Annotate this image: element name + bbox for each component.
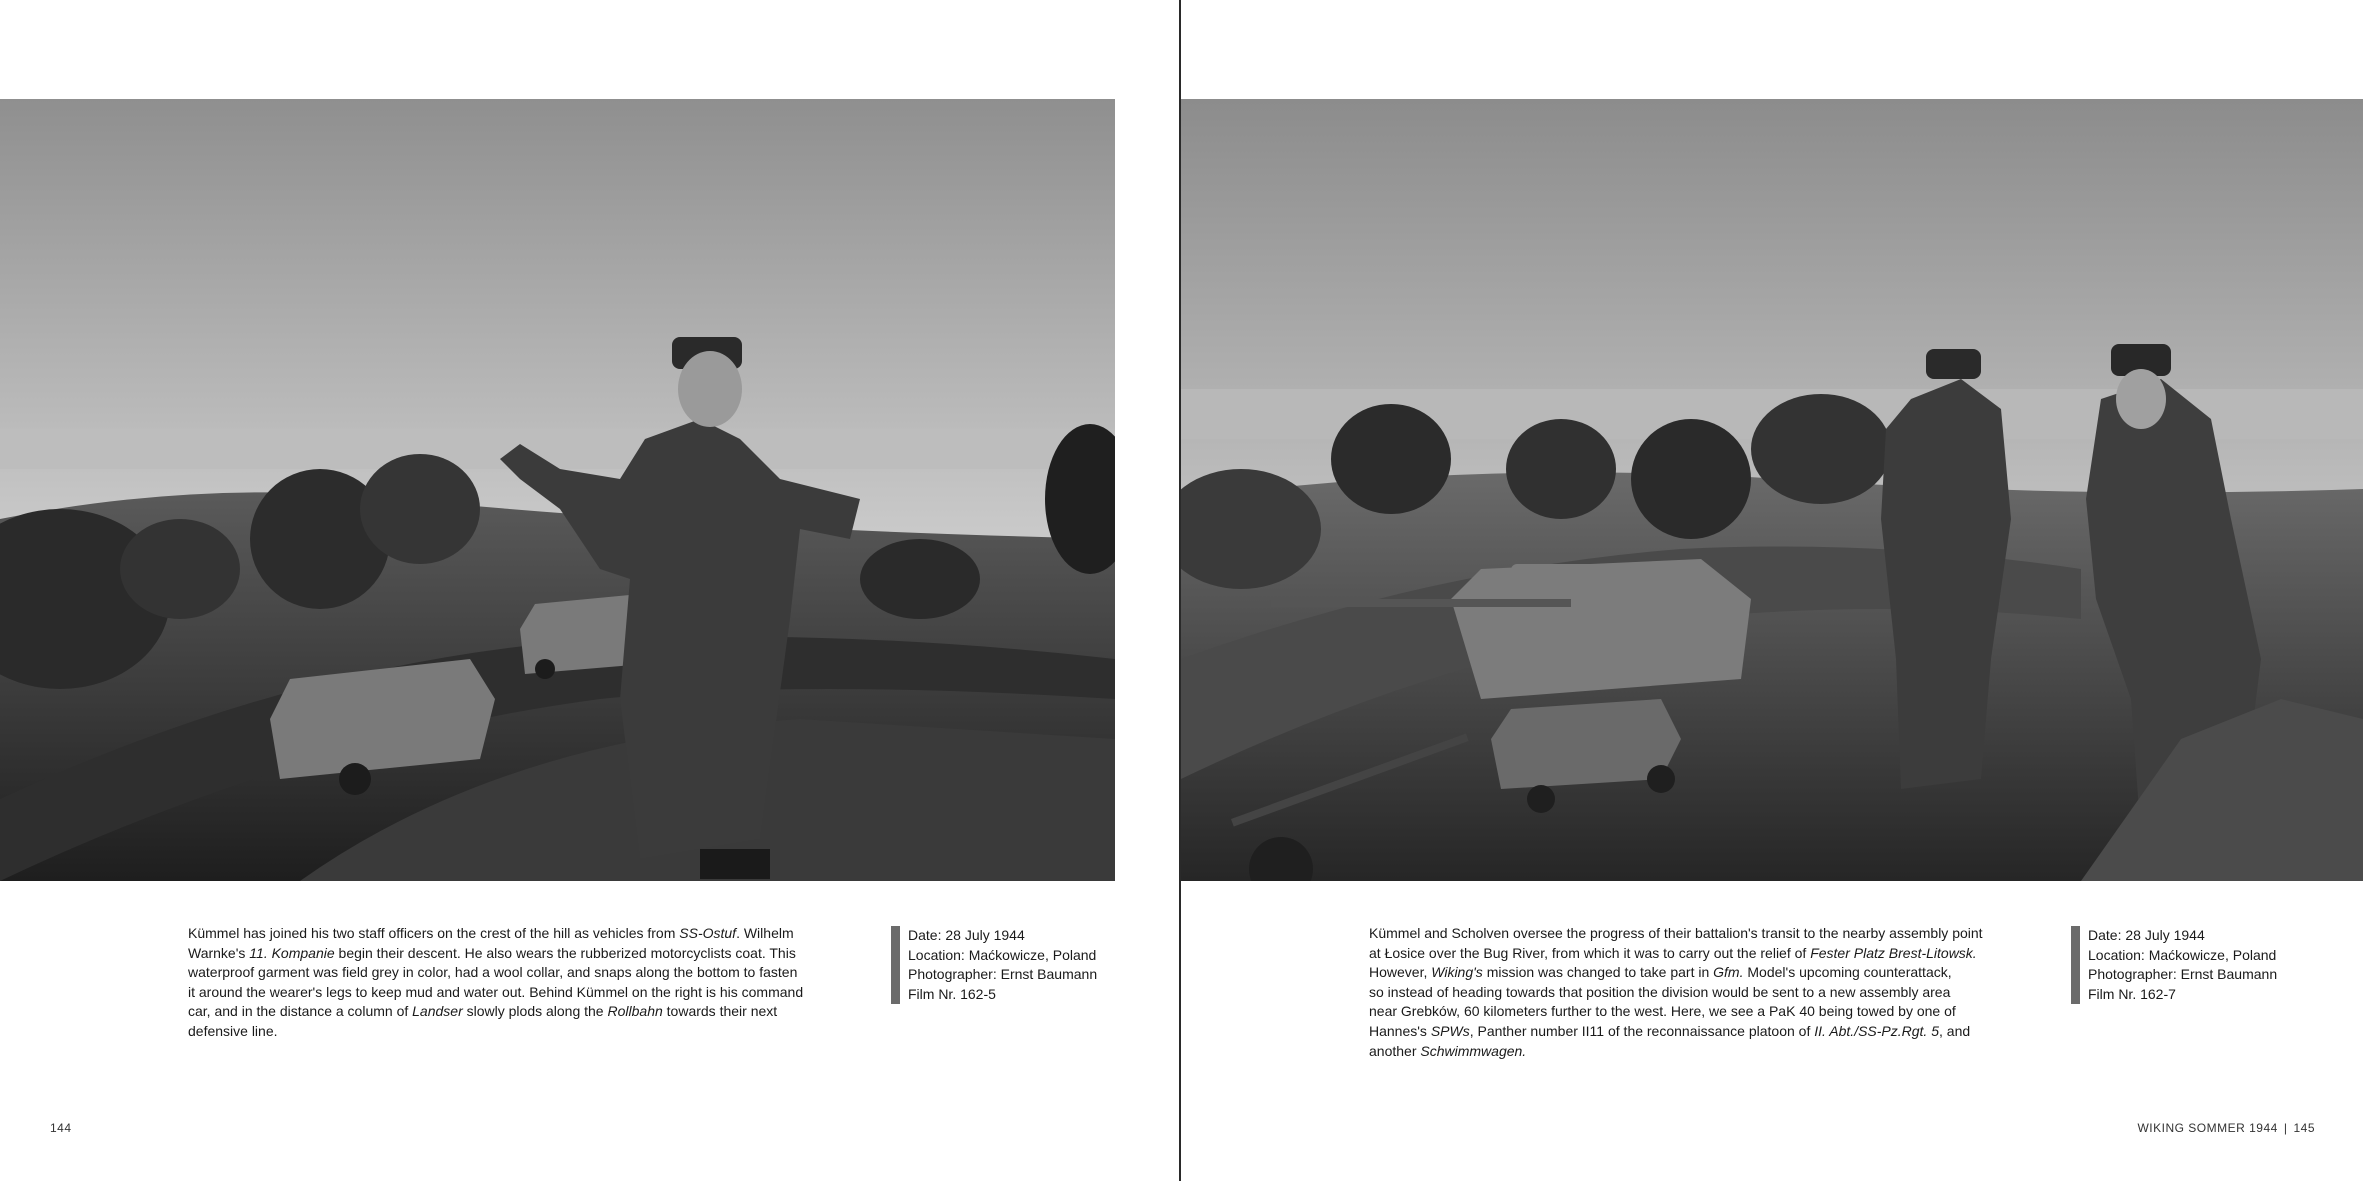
caption-text xyxy=(188,924,848,1042)
page-number: 144 xyxy=(50,1121,72,1135)
photo-officers-overseeing xyxy=(1181,99,2363,881)
photo-caption xyxy=(188,924,848,1042)
caption-run: near Grebków, 60 kilometers further to the west. Here, we see a PaK 40 being towed by one of xyxy=(1369,1003,1956,1020)
caption-run: . Wilhelm xyxy=(736,925,794,941)
caption-run: towards their next xyxy=(662,1003,778,1020)
caption-run: mission was changed to take part in xyxy=(1482,964,1714,981)
caption-run: However, xyxy=(1369,964,1432,981)
caption-run: defensive line. xyxy=(188,1022,278,1039)
photo-location: Location: Maćkowicze, Poland xyxy=(2088,946,2277,963)
photo-photographer: Photographer: Ernst Baumann xyxy=(908,966,1098,983)
caption-run: slowly plods along the xyxy=(462,1003,608,1020)
caption-italic-term: 11. Kompanie xyxy=(249,944,335,961)
caption-run: Model's upcoming counterattack, xyxy=(1743,964,1952,981)
caption-run: another xyxy=(1369,1042,1421,1059)
page-number: 145 xyxy=(2293,1121,2315,1135)
photo-location: Location: Maćkowicze, Poland xyxy=(908,946,1097,963)
caption-italic-term: SS-Ostuf xyxy=(679,925,737,941)
caption-italic-term: Landser xyxy=(412,1003,463,1020)
photo-officer-gesturing xyxy=(0,99,1115,881)
caption-run: so instead of heading towards that position the division would be sent to a new assembly area xyxy=(1369,983,1951,1000)
photo-date: Date: 28 July 1944 xyxy=(908,927,1025,943)
left-page xyxy=(0,0,1180,1181)
caption-run: Warnke's xyxy=(188,944,250,961)
caption-run: , and xyxy=(1939,1022,1971,1039)
caption-run: it around the wearer's legs to keep mud and water out. Behind Kümmel on the right is his command xyxy=(188,983,804,1000)
caption-run: , Panther number II11 of the reconnaissance platoon of xyxy=(1469,1022,1815,1039)
caption-run: at Łosice over the Bug River, from which it was to carry out the relief of xyxy=(1369,944,1811,961)
caption-run: waterproof garment was field grey in color, had a wool collar, and snaps along the bottom to fasten xyxy=(188,964,798,981)
photo-info xyxy=(891,926,1138,1004)
caption-run: car, and in the distance a column of xyxy=(188,1003,413,1020)
caption-italic-term: Wiking's xyxy=(1431,964,1483,981)
photo-film-number: Film Nr. 162-7 xyxy=(2088,985,2176,1002)
running-title: WIKING SOMMER 1944 xyxy=(2137,1121,2278,1135)
caption-run: Hannes's xyxy=(1369,1022,1431,1039)
caption-run: begin their descent. He also wears the rubberized motorcyclists coat. This xyxy=(334,944,796,961)
caption-italic-term: Schwimmwagen. xyxy=(1420,1042,1527,1059)
caption-italic-term: Rollbahn xyxy=(607,1003,663,1020)
caption-run: Kümmel has joined his two staff officers on the crest of the hill as vehicles from xyxy=(188,925,680,941)
running-footer xyxy=(2137,1121,2315,1135)
right-page xyxy=(1181,0,2363,1181)
caption-run: Kümmel and Scholven oversee the progress of their battalion's transit to the nearby assembly point xyxy=(1369,925,1983,941)
caption-italic-term: Gfm. xyxy=(1713,964,1744,981)
caption-italic-term: II. Abt./SS-Pz.Rgt. 5 xyxy=(1814,1022,1939,1039)
caption-italic-term: SPWs xyxy=(1430,1022,1470,1039)
footer-separator: | xyxy=(2283,1121,2288,1135)
photo-film-number: Film Nr. 162-5 xyxy=(908,985,996,1002)
photo-date: Date: 28 July 1944 xyxy=(2088,927,2205,943)
caption-italic-term: Fester Platz Brest-Litowsk. xyxy=(1810,944,1977,961)
photo-photographer: Photographer: Ernst Baumann xyxy=(2088,966,2278,983)
photo-info xyxy=(2071,926,2328,1004)
